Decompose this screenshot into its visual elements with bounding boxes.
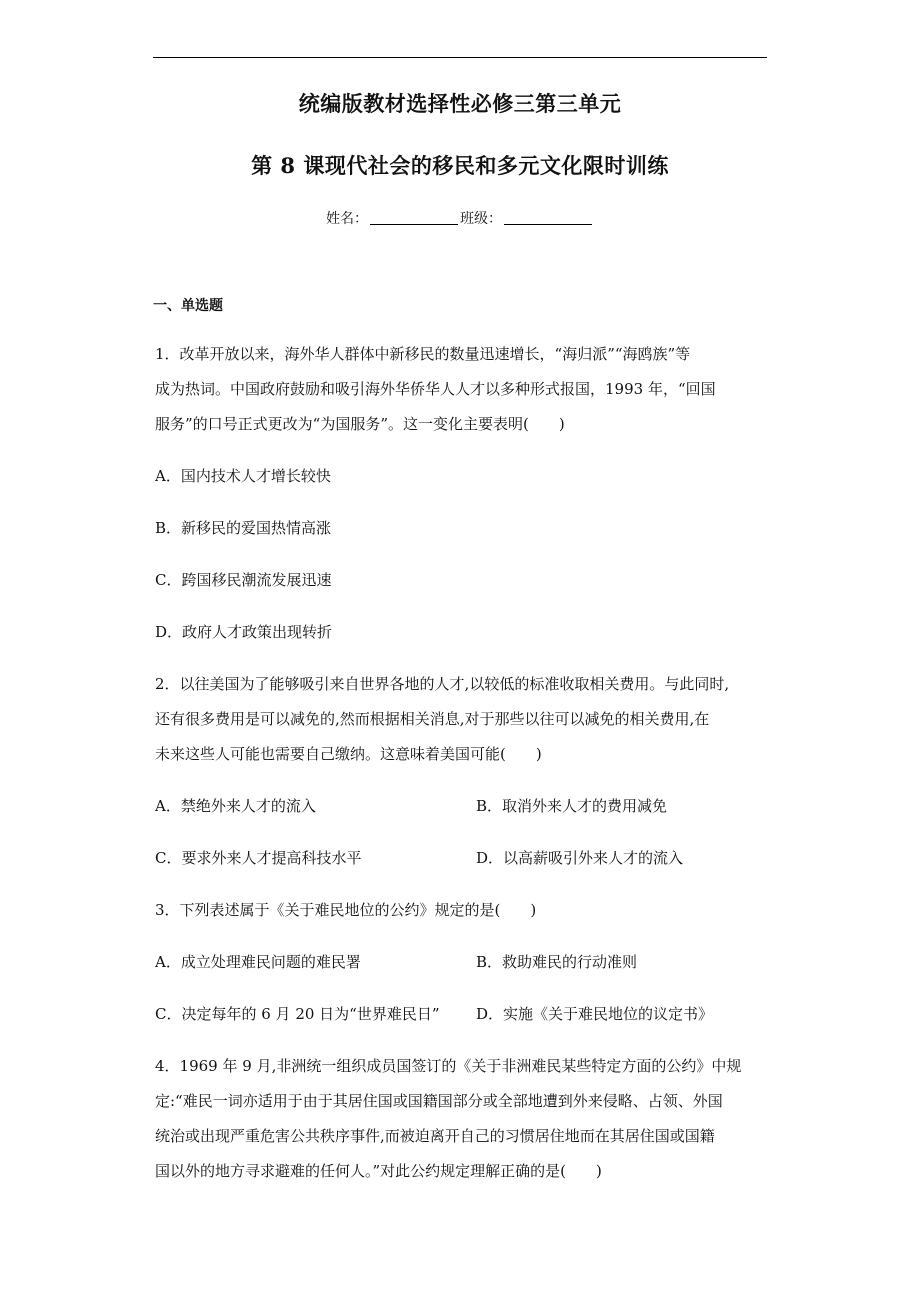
question-text: 1．改革开放以来，海外华人群体中新移民的数量迅速增长，“海归派”“海鸥族”等: [155, 345, 691, 363]
question-text: 未来这些人可能也需要自己缴纳。这意味着美国可能( ): [155, 745, 542, 763]
question-text: 成为热词。中国政府鼓励和吸引海外华侨华人人才以多种形式报国，1993 年，“回国: [155, 380, 716, 398]
document-subtitle: 第 8 课现代社会的移民和多元文化限时训练: [251, 153, 669, 178]
question-text: 服务”的口号正式更改为“为国服务”。这一变化主要表明( ): [155, 415, 565, 433]
student-info-line: [0, 208, 920, 228]
class-blank[interactable]: [504, 210, 592, 225]
question-text: 定:“难民一词亦适用于由于其居住国或国籍国部分或全部地遭到外来侵略、占领、外国: [155, 1092, 723, 1110]
question-text: 还有很多费用是可以减免的,然而根据相关消息,对于那些以往可以减免的相关费用,在: [155, 710, 710, 728]
question-text: 2．以往美国为了能够吸引来自世界各地的人才,以较低的标准收取相关费用。与此同时,: [155, 675, 730, 693]
question-text: 国以外的地方寻求避难的任何人。”对此公约规定理解正确的是( ): [155, 1162, 602, 1180]
option-b[interactable]: B．新移民的爱国热情高涨: [155, 519, 332, 537]
document-title: 统编版教材选择性必修三第三单元: [298, 91, 622, 116]
option-c[interactable]: C．要求外来人才提高科技水平: [155, 849, 362, 867]
option-a[interactable]: A．禁绝外来人才的流入: [155, 797, 316, 815]
section-heading: 一、单选题: [153, 298, 223, 314]
option-a[interactable]: A．国内技术人才增长较快: [155, 467, 331, 485]
question-text: 3．下列表述属于《关于难民地位的公约》规定的是( ): [155, 901, 537, 919]
option-b[interactable]: B．取消外来人才的费用减免: [476, 797, 668, 815]
question-text: 4．1969 年 9 月,非洲统一组织成员国签订的《关于非洲难民某些特定方面的公约》中规: [155, 1057, 742, 1075]
question-text: 统治或出现严重危害公共秩序事件,而被迫离开自己的习惯居住地而在其居住国或国籍: [155, 1127, 715, 1145]
option-a[interactable]: A．成立处理难民问题的难民署: [155, 953, 361, 971]
name-blank[interactable]: [370, 210, 458, 225]
option-d[interactable]: D．实施《关于难民地位的议定书》: [476, 1005, 714, 1023]
option-c[interactable]: C．决定每年的 6 月 20 日为“世界难民日”: [155, 1005, 440, 1023]
option-d[interactable]: D．以高薪吸引外来人才的流入: [476, 849, 684, 867]
name-label: 姓名：: [326, 211, 368, 227]
option-d[interactable]: D．政府人才政策出现转折: [155, 623, 333, 641]
class-label: 班级：: [460, 211, 502, 227]
option-b[interactable]: B．救助难民的行动准则: [476, 953, 638, 971]
top-rule: [153, 57, 767, 58]
option-c[interactable]: C．跨国移民潮流发展迅速: [155, 571, 332, 589]
